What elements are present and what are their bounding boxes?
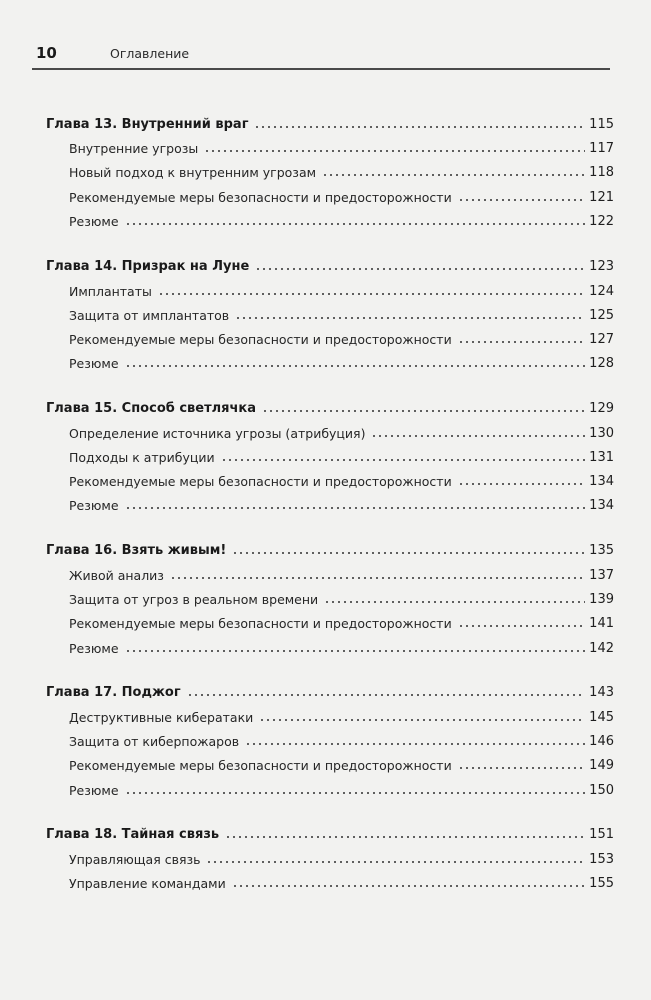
toc-section-row [0,776,651,798]
toc-page-number: 134 [589,498,614,513]
toc-entry-title: Резюме [69,783,119,798]
dot-leader [322,174,585,176]
toc-page-number: 125 [589,308,614,323]
running-title: Оглавление [110,46,190,61]
toc-section-row [0,158,651,180]
toc-section-row [0,301,651,323]
toc-section-row [0,634,651,656]
toc-page-number: 131 [589,450,614,465]
toc-section-row [0,183,651,205]
toc-page-number: 153 [589,852,614,867]
toc-page-number: 130 [589,426,614,441]
toc-page-number: 124 [589,284,614,299]
toc-entry-title: Резюме [69,641,119,656]
dot-leader [458,199,585,201]
dot-leader [232,885,585,887]
toc-page-number: 149 [589,758,614,773]
toc-entry-title: Глава 15. Способ светлячка [46,401,257,416]
toc-entry-title: Деструктивные кибератаки [69,710,254,725]
toc-chapter-row [0,252,651,274]
toc-page-number: 117 [589,141,614,156]
toc-page-number: 150 [589,783,614,798]
dot-leader [187,694,586,696]
toc-chapter-row [0,394,651,416]
toc-page-number: 137 [589,568,614,583]
dot-leader [458,767,585,769]
dot-leader [324,601,585,603]
toc-entry-title: Глава 18. Тайная связь [46,827,220,842]
toc-entry-title: Рекомендуемые меры безопасности и предосторожности [69,190,452,205]
toc-entry-title: Рекомендуемые меры безопасности и предосторожности [69,616,452,631]
toc-entry-title: Рекомендуемые меры безопасности и предосторожности [69,474,452,489]
toc-section-row [0,419,651,441]
toc-section-row [0,491,651,513]
toc-page-number: 127 [589,332,614,347]
dot-leader [232,552,585,554]
dot-leader [458,483,585,485]
toc-entry-title: Глава 13. Внутренний враг [46,117,249,132]
toc-entry-title: Подходы к атрибуции [69,450,215,465]
toc-section-row [0,277,651,299]
dot-leader [458,341,585,343]
toc-entry-title: Имплантаты [69,284,152,299]
toc-entry-title: Глава 17. Поджог [46,685,181,700]
toc-page-number: 145 [589,710,614,725]
toc-section-row [0,443,651,465]
toc-section-row [0,325,651,347]
toc-section-row [0,349,651,371]
toc-page-number: 143 [589,685,614,700]
toc-chapter-row [0,820,651,842]
dot-leader [125,650,586,652]
dot-leader [125,365,586,367]
dot-leader [221,459,586,461]
toc-entry-title: Защита от угроз в реальном времени [69,592,319,607]
toc-chapter-row [0,678,651,700]
toc-page-number: 142 [589,641,614,656]
toc-entry-title: Определение источника угрозы (атрибуция) [69,426,366,441]
dot-leader [245,743,585,745]
toc-entry-title: Резюме [69,498,119,513]
toc-page-number: 123 [589,259,614,274]
toc-section-row [0,727,651,749]
dot-leader [255,268,585,270]
toc-entry-title: Глава 16. Взять живым! [46,543,227,558]
toc-page-number: 118 [589,165,614,180]
dot-leader [158,293,585,295]
toc-page-number: 155 [589,876,614,891]
toc-chapter-row [0,536,651,558]
toc-entry-title: Защита от киберпожаров [69,734,240,749]
toc-page-number: 121 [589,190,614,205]
toc-section-row [0,134,651,156]
toc-page-number: 128 [589,356,614,371]
toc-section-row [0,609,651,631]
dot-leader [371,435,585,437]
toc-entry-title: Глава 14. Призрак на Луне [46,259,250,274]
toc-section-row [0,585,651,607]
dot-leader [206,861,585,863]
toc-section-row [0,207,651,229]
toc-entry-title: Внутренние угрозы [69,141,199,156]
dot-leader [125,223,586,225]
dot-leader [259,719,585,721]
toc-page-number: 151 [589,827,614,842]
toc-entry-title: Резюме [69,356,119,371]
toc-section-row [0,467,651,489]
toc-page-number: 129 [589,401,614,416]
toc-page-number: 134 [589,474,614,489]
toc-entry-title: Живой анализ [69,568,164,583]
toc-section-row [0,561,651,583]
dot-leader [458,625,585,627]
toc-entry-title: Управление командами [69,876,226,891]
toc-page-number: 139 [589,592,614,607]
toc-entry-title: Управляющая связь [69,852,201,867]
toc-page-number: 135 [589,543,614,558]
dot-leader [125,507,586,509]
toc-section-row [0,751,651,773]
page-number: 10 [36,44,57,62]
dot-leader [254,126,585,128]
dot-leader [225,836,585,838]
dot-leader [262,410,585,412]
dot-leader [125,792,586,794]
toc-entry-title: Резюме [69,214,119,229]
toc-entry-title: Новый подход к внутренним угрозам [69,165,317,180]
toc-section-row [0,869,651,891]
toc-entry-title: Рекомендуемые меры безопасности и предосторожности [69,758,452,773]
toc-page-number: 115 [589,117,614,132]
toc-chapter-row [0,110,651,132]
dot-leader [235,317,585,319]
dot-leader [170,577,585,579]
toc-entry-title: Рекомендуемые меры безопасности и предосторожности [69,332,452,347]
toc-page-number: 146 [589,734,614,749]
page-header [32,40,610,70]
toc-page-number: 141 [589,616,614,631]
toc-section-row [0,845,651,867]
toc-entry-title: Защита от имплантатов [69,308,230,323]
toc-page-number: 122 [589,214,614,229]
dot-leader [204,150,585,152]
toc-section-row [0,703,651,725]
